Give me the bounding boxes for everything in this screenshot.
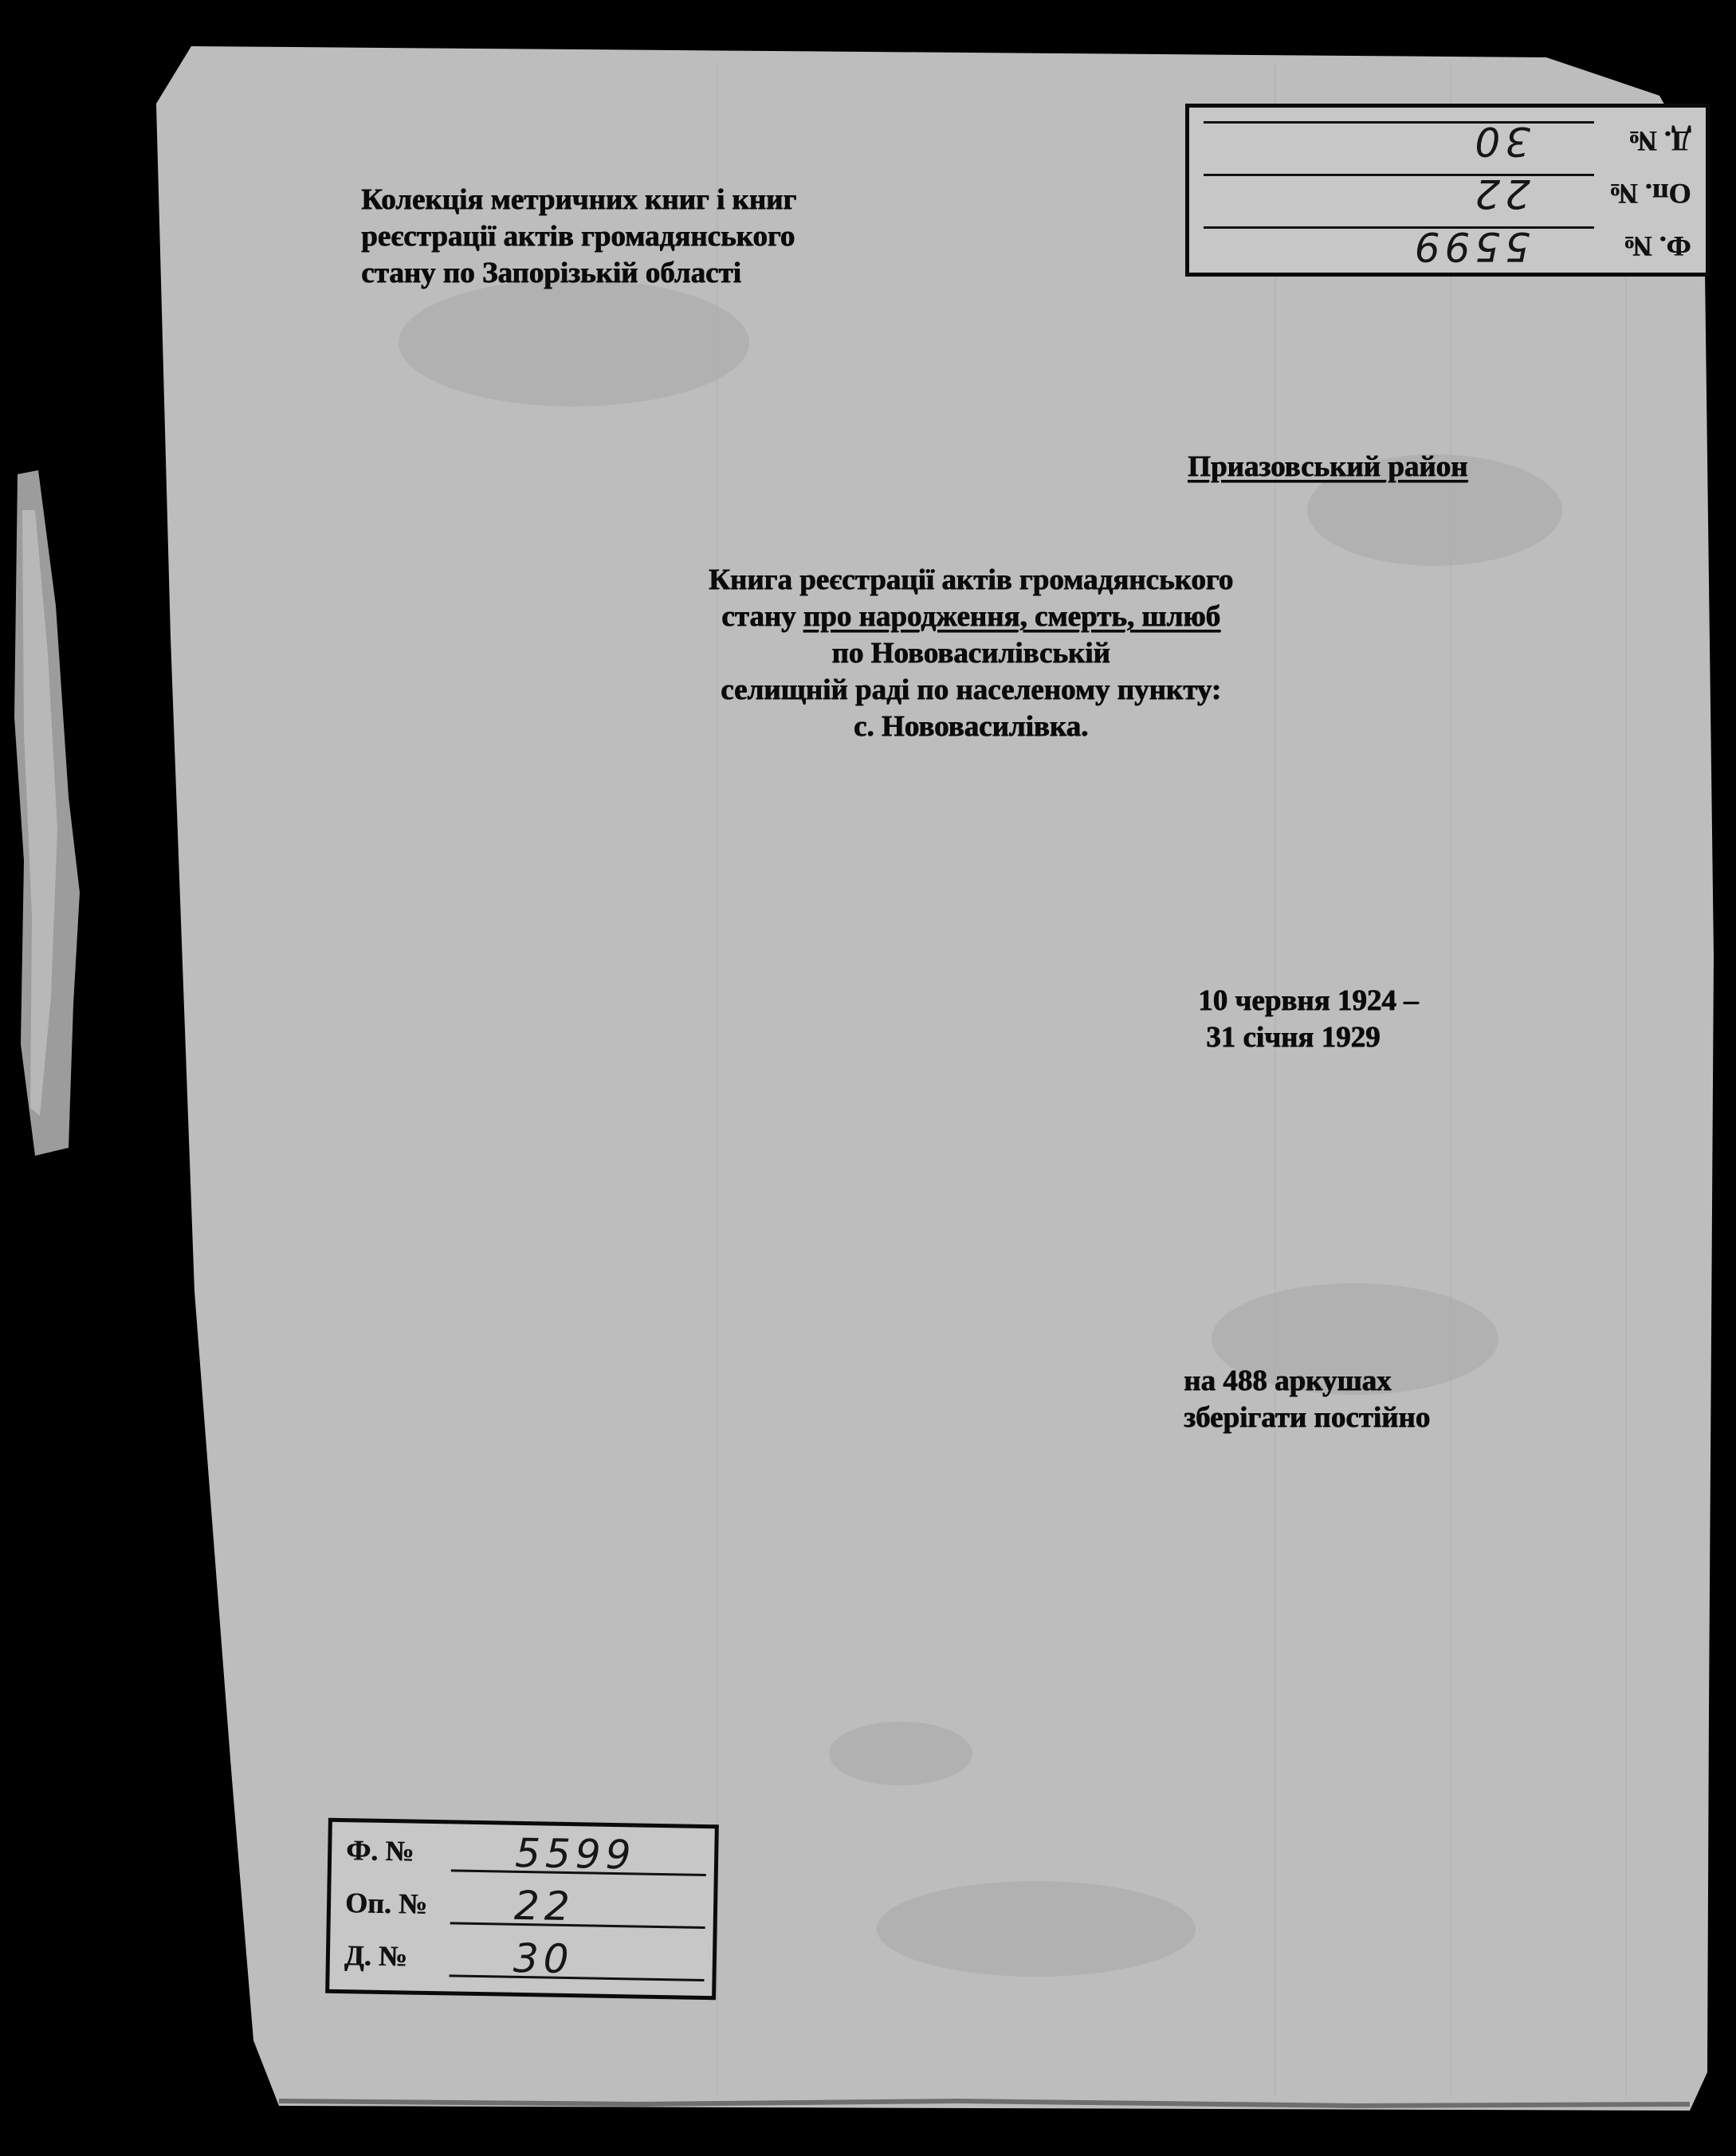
record-types: про народження, смерть, шлюб bbox=[803, 600, 1220, 633]
collection-header bbox=[361, 182, 796, 292]
stamp-row-sprava bbox=[1189, 113, 1706, 164]
book-title-line: с. Нововасилівка. bbox=[853, 710, 1089, 743]
stamp-label: Оп. № bbox=[344, 1887, 428, 1920]
stamp-line bbox=[1204, 121, 1594, 124]
stamp-line bbox=[1204, 226, 1594, 229]
book-title-line: Книга реєстрації актів громадянського bbox=[708, 564, 1234, 596]
book-title-prefix: стану bbox=[721, 600, 803, 633]
sheet-count: на 488 аркушах bbox=[1184, 1365, 1392, 1397]
stamp-row-opys bbox=[330, 1879, 713, 1937]
district-name: Приазовський район bbox=[1188, 450, 1468, 483]
stamp-label: Оп. № bbox=[1609, 178, 1691, 210]
archive-stamp-top bbox=[1185, 104, 1710, 277]
collection-header-line: стану по Запорізькій області bbox=[361, 257, 741, 289]
book-title-line: по Нововасилівській bbox=[831, 637, 1110, 670]
stamp-row-sprava bbox=[329, 1932, 713, 1989]
stamp-row-fond bbox=[1189, 218, 1706, 269]
book-title-line bbox=[620, 599, 1322, 635]
date-range bbox=[1198, 983, 1418, 1056]
sheet-info bbox=[1184, 1363, 1430, 1436]
stamp-value: 30 bbox=[1470, 118, 1530, 164]
stamp-label: Д. № bbox=[344, 1939, 408, 1973]
stamp-line bbox=[449, 1974, 704, 1981]
stamp-label: Ф. № bbox=[345, 1834, 414, 1867]
collection-header-line: Колекція метричних книг і книг bbox=[361, 183, 797, 216]
stamp-line bbox=[450, 1922, 705, 1929]
stamp-row-fond bbox=[332, 1827, 715, 1884]
stamp-value: 5599 bbox=[514, 1829, 636, 1879]
stamp-row-opys bbox=[1189, 166, 1706, 217]
stamp-value: 22 bbox=[513, 1882, 575, 1930]
book-title-line: селищній раді по населеному пункту: bbox=[720, 674, 1221, 706]
book-title bbox=[620, 562, 1322, 745]
retention-note: зберігати постійно bbox=[1184, 1401, 1431, 1434]
archive-stamp-bottom bbox=[325, 1818, 719, 2001]
stamp-value: 30 bbox=[513, 1934, 575, 1983]
stamp-value: 22 bbox=[1470, 171, 1530, 217]
stamp-value: 5599 bbox=[1409, 223, 1530, 269]
stamp-label: Д. № bbox=[1628, 125, 1691, 157]
date-start: 10 червня 1924 – bbox=[1198, 984, 1419, 1017]
stamp-line bbox=[1204, 174, 1594, 176]
date-end: 31 січня 1929 bbox=[1206, 1021, 1381, 1054]
collection-header-line: реєстрації актів громадянського bbox=[361, 220, 795, 253]
stamp-label: Ф. № bbox=[1623, 230, 1691, 262]
